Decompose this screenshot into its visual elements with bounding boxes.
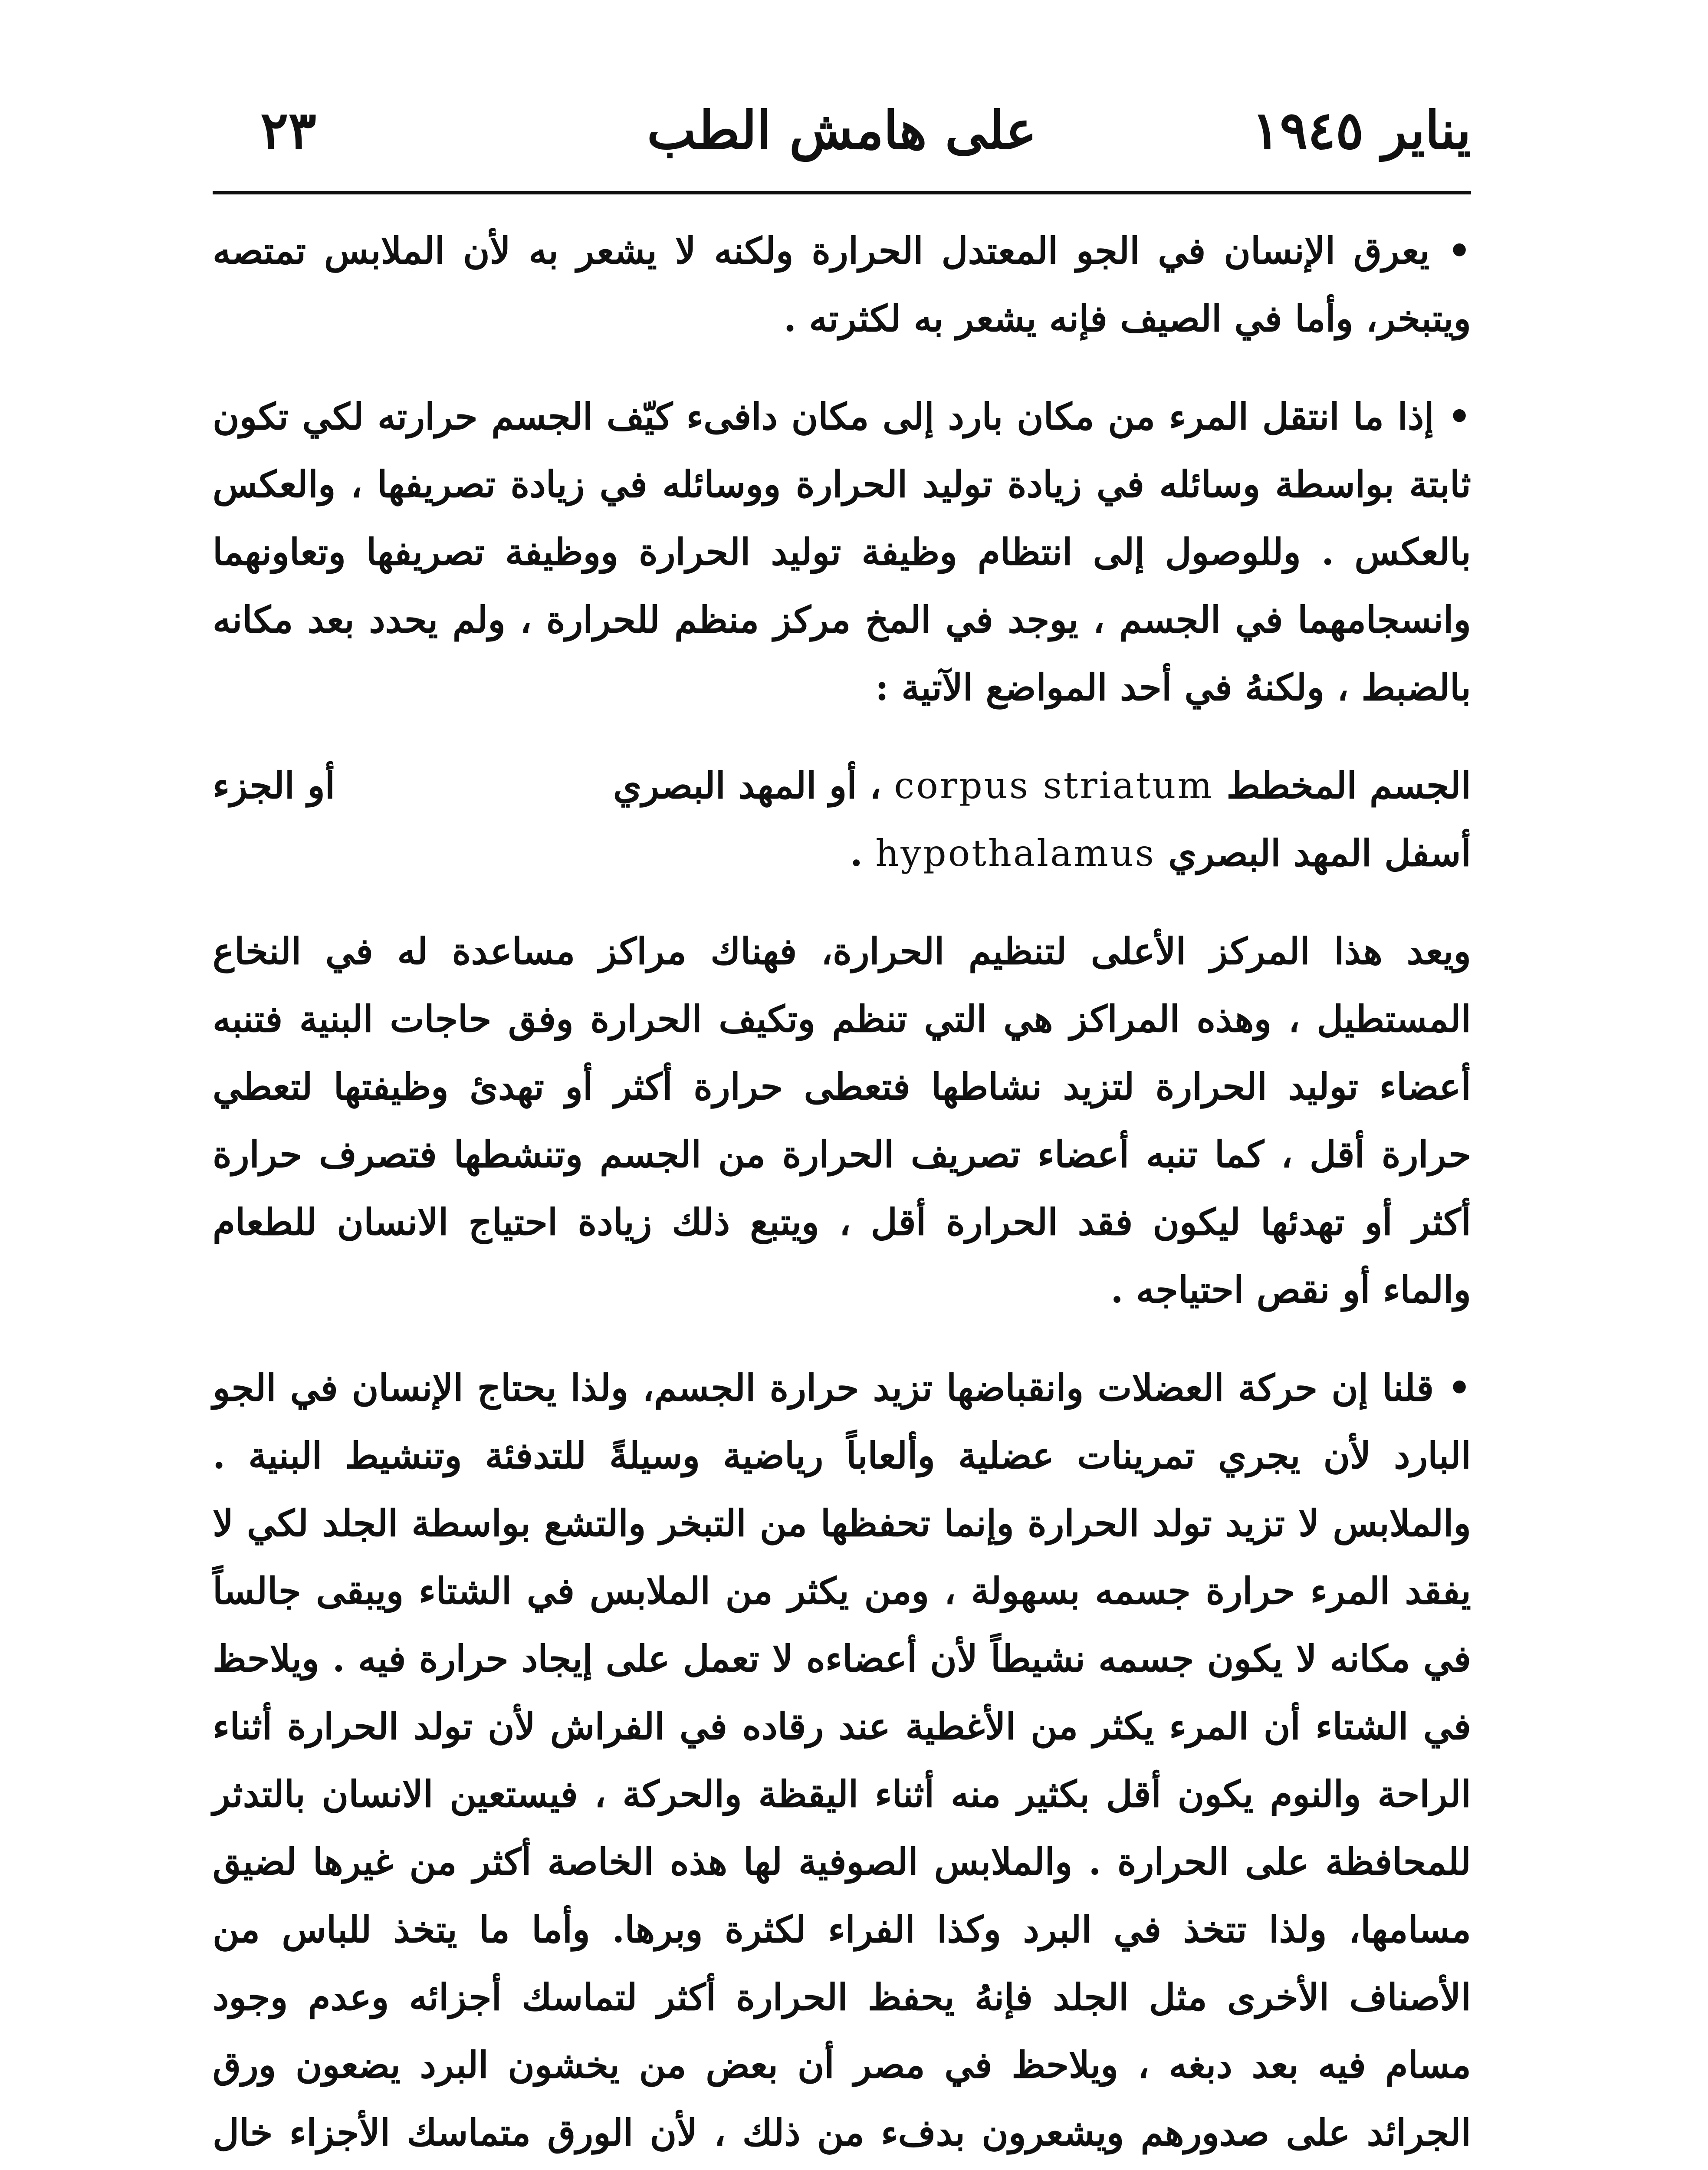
location-corpus-striatum-ar: الجسم المخطط: [1226, 764, 1471, 807]
location-part-start: أو الجزء: [213, 764, 335, 807]
location-end-mark: .: [850, 832, 863, 875]
paragraph-higher-center: ويعد هذا المركز الأعلى لتنظيم الحرارة، فهناك مراكز مساعدة له في النخاع المستطيل ، وهذه المراكز هي التي تنظم وتكيف الحرارة وفق حاجات البنية فتنبه أعضاء توليد الحرارة لتزيد نشاطها فتعطى حرارة أكثر أو تهدئ وظيفتها لتعطي حرارة أقل ، كما تنبه أعضاء تصريف الحرارة من الجسم وتنشطها فتصرف حرارة أكثر أو تهدئها ليكون فقد الحرارة أقل ، ويتبع ذلك زيادة احتياج الانسان للطعام والماء أو نقص احتياجه .: [213, 930, 1471, 1311]
spacer: [352, 752, 595, 819]
header-title: على هامش الطب: [647, 100, 1037, 161]
page-number: ٢٣: [260, 100, 316, 161]
page-body: [213, 217, 1471, 2170]
location-thalamus: ، أو المهد البصري: [613, 764, 881, 807]
brain-locations-line-1: [213, 752, 1471, 819]
location-corpus-striatum-latin: corpus striatum: [894, 764, 1214, 807]
brain-locations: [213, 752, 1471, 887]
location-item-1: [613, 752, 1471, 819]
header-date: يناير ١٩٤٥: [1251, 100, 1471, 161]
header-rule: [213, 191, 1471, 194]
paragraph-sweat: • يعرق الإنسان في الجو المعتدل الحرارة ولكنه لا يشعر به لأن الملابس تمتصه ويتبخر، وأما في الصيف فإنه يشعر به لكثرته .: [213, 217, 1471, 352]
paragraph-heat-regulation: • إذا ما انتقل المرء من مكان بارد إلى مكان دافىء كيّف الجسم حرارته لكي تكون ثابتة بواسطة وسائله في زيادة توليد الحرارة ووسائله في زيادة تصريفها ، والعكس بالعكس . وللوصول إلى انتظام وظيفة توليد الحرارة ووظيفة تصريفها وتعاونهما وانسجامهما في الجسم ، يوجد في المخ مركز منظم للحرارة ، ولم يحدد بعد مكانه بالضبط ، ولكنهُ في أحد المواضع الآتية :: [213, 383, 1471, 721]
location-hypothalamus-ar: أسفل المهد البصري: [1168, 832, 1471, 875]
page-header: [213, 100, 1471, 182]
brain-locations-line-2: [213, 819, 1471, 887]
paragraph-muscles-clothing: • قلنا إن حركة العضلات وانقباضها تزيد حرارة الجسم، ولذا يحتاج الإنسان في الجو البارد لأن يجري تمرينات عضلية وألعاباً رياضية وسيلةً للتدفئة وتنشيط البنية . والملابس لا تزيد تولد الحرارة وإنما تحفظها من التبخر والتشع بواسطة الجلد لكي لا يفقد المرء حرارة جسمه بسهولة ، ومن يكثر من الملابس في الشتاء ويبقى جالساً في مكانه لا يكون جسمه نشيطاً لأن أعضاءه لا تعمل على إيجاد حرارة فيه . ويلاحظ في الشتاء أن المرء يكثر من الأغطية عند رقاده في الفراش لأن تولد الحرارة أثناء الراحة والنوم يكون أقل بكثير منه أثناء اليقظة والحركة ، فيستعين الانسان بالتدثر للمحافظة على الحرارة . والملابس الصوفية لها هذه الخاصة أكثر من غيرها لضيق مسامها، ولذا تتخذ في البرد وكذا الفراء لكثرة وبرها. وأما ما يتخذ للباس من الأصناف الأخرى مثل الجلد فإنهُ يحفظ الحرارة أكثر لتماسك أجزائه وعدم وجود مسام فيه بعد دبغه ، ويلاحظ في مصر أن بعض من يخشون البرد يضعون ورق الجرائد على صدورهم ويشعرون بدفء من ذلك ، لأن الورق متماسك الأجزاء خال: [213, 1354, 1471, 2170]
location-hypothalamus-latin: hypothalamus: [875, 832, 1156, 875]
